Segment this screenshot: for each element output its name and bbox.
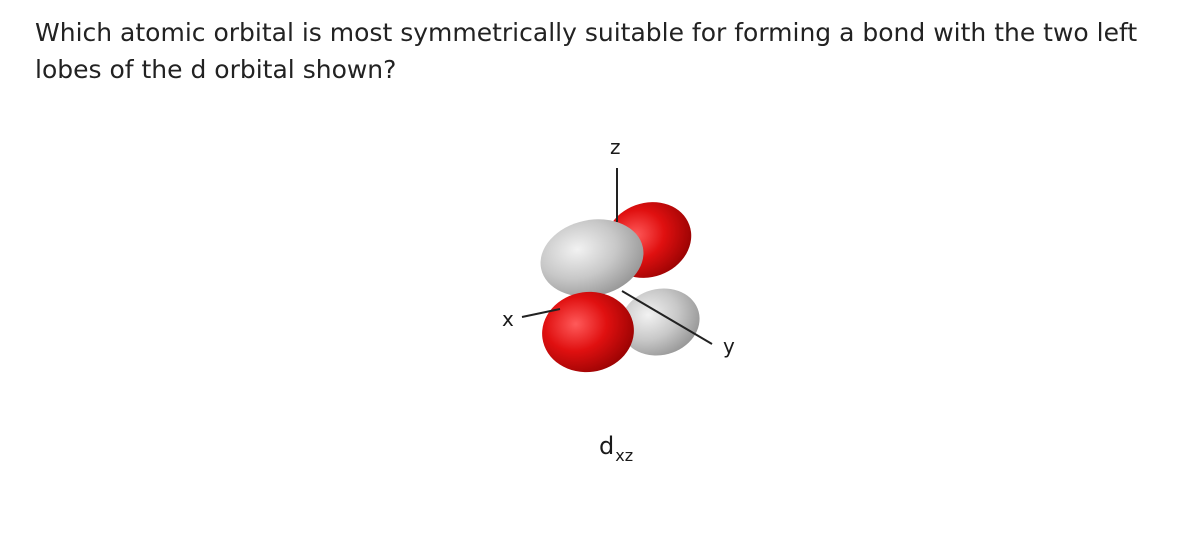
- orbital-caption: [599, 432, 634, 465]
- x-axis-label: x: [502, 307, 514, 331]
- z-axis-label: z: [610, 135, 621, 159]
- caption-subscript: xz: [615, 446, 634, 465]
- question-text: Which atomic orbital is most symmetrically suitable for forming a bond with the two left lobes of the d orbital shown?: [35, 18, 1138, 84]
- y-axis-label: y: [723, 334, 735, 358]
- lower-left-red-lobe: [537, 286, 639, 378]
- caption-main: d: [599, 432, 615, 460]
